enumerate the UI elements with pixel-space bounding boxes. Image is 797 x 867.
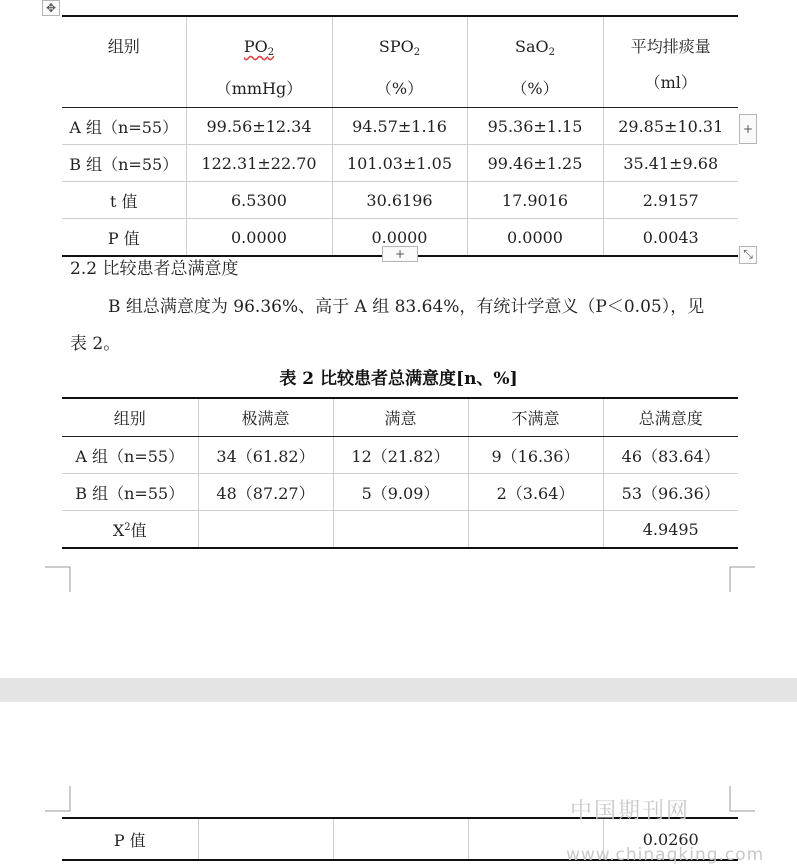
table-cell: B 组（n=55） — [62, 145, 186, 182]
table-row — [62, 182, 738, 219]
add-column-button[interactable]: + — [739, 114, 757, 144]
table-1-header-cell: 组别 — [62, 16, 186, 108]
table-cell: 99.46±1.25 — [467, 145, 603, 182]
table-2-header-cell: 不满意 — [468, 398, 603, 437]
table-2 — [62, 397, 738, 549]
body-paragraph-line-2: 表 2。 — [70, 334, 121, 354]
table-cell: 34（61.82） — [198, 437, 333, 474]
chi-square-value: 4.9495 — [603, 511, 738, 549]
table-2-header-cell: 满意 — [333, 398, 468, 437]
table-cell: 53（96.36） — [603, 474, 738, 511]
add-row-button[interactable]: + — [382, 246, 418, 262]
table-1-header-cell: SaO$_2$ （%） — [467, 16, 603, 108]
table-cell: 29.85±10.31 — [603, 108, 738, 145]
table-row — [62, 108, 738, 145]
margin-corner-mark-right — [729, 566, 755, 592]
table-cell: 17.9016 — [467, 182, 603, 219]
table-cell: A 组（n=55） — [62, 108, 186, 145]
table-cell — [198, 818, 333, 860]
watermark-title: 中国期刊网 — [570, 799, 691, 824]
table-cell: 94.57±1.16 — [332, 108, 467, 145]
margin-corner-mark-left — [45, 566, 71, 592]
table-cell: 0.0260 — [642, 829, 699, 849]
table-cell: 0.0000 — [467, 219, 603, 257]
table-cell: 30.6196 — [332, 182, 467, 219]
table-2-header-cell: 极满意 — [198, 398, 333, 437]
table-2-header-cell: 组别 — [62, 398, 198, 437]
page-separator — [0, 678, 797, 702]
table-2-header-cell: 总满意度 — [603, 398, 738, 437]
table-cell — [468, 511, 603, 549]
table-row — [62, 474, 738, 511]
table-cell: 35.41±9.68 — [603, 145, 738, 182]
table-cell: A 组（n=55） — [62, 437, 198, 474]
table-1-header-cell: $PO_2$ （mmHg） — [186, 16, 332, 108]
table-cell: 95.36±1.15 — [467, 108, 603, 145]
margin-corner-mark-right — [729, 786, 755, 812]
table-cell: 46（83.64） — [603, 437, 738, 474]
table-row — [62, 437, 738, 474]
table-cell: B 组（n=55） — [62, 474, 198, 511]
table-1-header-cell: 平均排痰量 （ml） — [603, 16, 738, 108]
table-cell: 0.0000 — [332, 219, 467, 257]
table-cell: 48（87.27） — [198, 474, 333, 511]
table-cell: P 值 — [62, 219, 186, 257]
chi-square-label: $X^2$值 — [62, 511, 198, 549]
table-cell: P 值 — [62, 818, 198, 860]
table-1-header-cell: $SPO_2$ （%） — [332, 16, 467, 108]
table-cell: 5（9.09） — [333, 474, 468, 511]
body-paragraph-line-1: B 组总满意度为 96.36%、高于 A 组 83.64%，有统计学意义（P＜0.05），见 — [108, 297, 705, 317]
table-row — [62, 511, 738, 549]
table-cell: 0.0043 — [603, 219, 738, 257]
table-2-header-row — [62, 398, 738, 437]
table-row — [62, 145, 738, 182]
table-cell — [333, 818, 468, 860]
table-cell: 99.56±12.34 — [186, 108, 332, 145]
table-cell: t 值 — [62, 182, 186, 219]
table-cell: 2.9157 — [603, 182, 738, 219]
table-cell: 9（16.36） — [468, 437, 603, 474]
table-1-header-row — [62, 16, 738, 108]
table-cell: 6.5300 — [186, 182, 332, 219]
table-cell: 101.03±1.05 — [332, 145, 467, 182]
table-cell: 122.31±22.70 — [186, 145, 332, 182]
section-heading: 2.2 比较患者总满意度 — [70, 259, 239, 279]
table-cell: 2（3.64） — [468, 474, 603, 511]
document-page-2 — [0, 702, 797, 867]
table-cell: 12（21.82） — [333, 437, 468, 474]
table-1 — [62, 15, 738, 257]
table-2-caption: 表 2 比较患者总满意度[n、%] — [279, 369, 518, 389]
watermark-url: www.chinaqking.com — [566, 845, 765, 865]
margin-corner-mark-left — [45, 786, 71, 812]
table-cell — [198, 511, 333, 549]
table-cell: 0.0000 — [186, 219, 332, 257]
table-move-handle[interactable]: ✥ — [42, 0, 60, 16]
table-cell — [333, 511, 468, 549]
table-resize-handle[interactable]: ⤡ — [739, 246, 757, 264]
